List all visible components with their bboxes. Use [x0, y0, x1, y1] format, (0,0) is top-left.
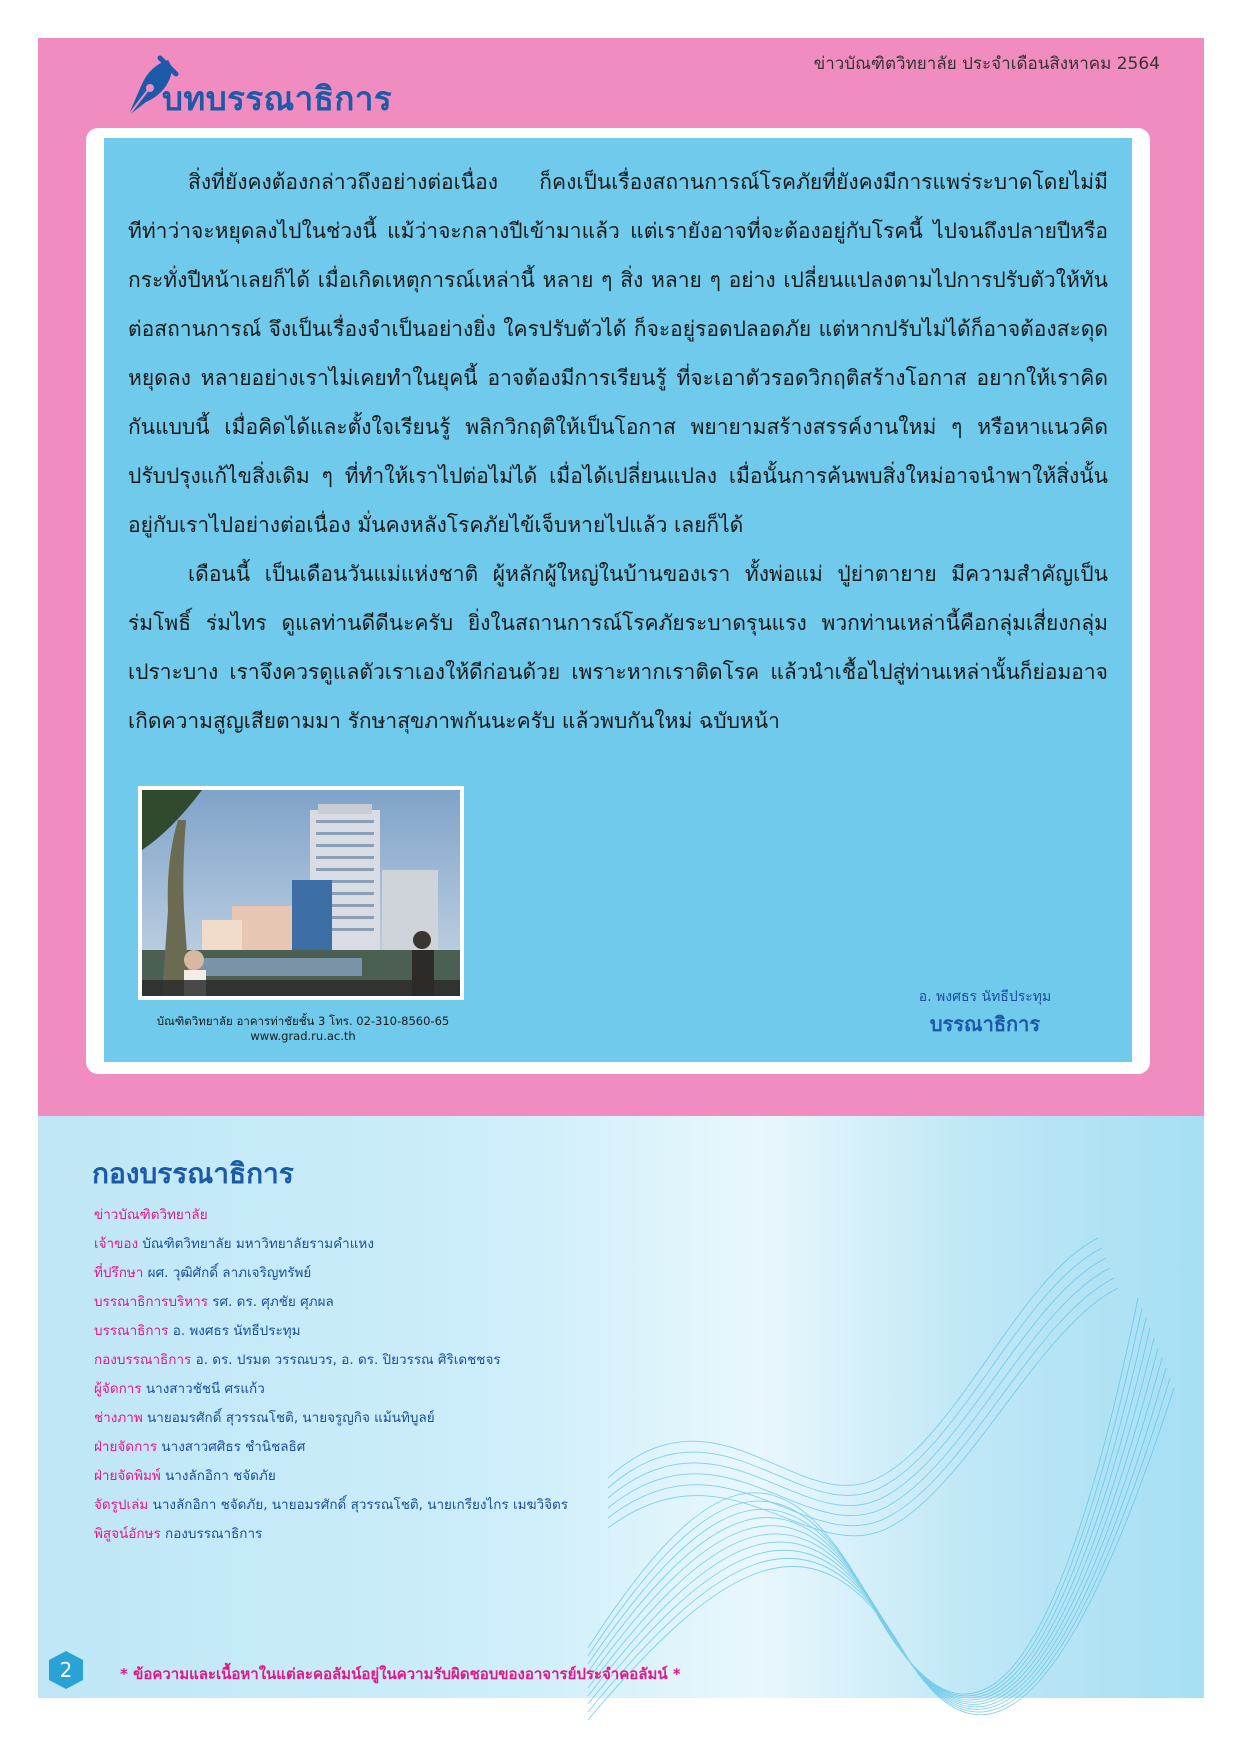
board-role: ช่างภาพ [94, 1410, 143, 1426]
board-row [94, 1520, 654, 1549]
board-role: จัดรูปเล่ม [94, 1497, 149, 1513]
footer-disclaimer: * ข้อความและเนื้อหาในแต่ละคอลัมน์อยู่ในความรับผิดชอบของอาจารย์ประจำคอลัมน์ * [120, 1665, 681, 1683]
board-row [94, 1201, 654, 1230]
board-names: รศ. ดร. ศุภชัย ศุภผล [212, 1294, 334, 1310]
board-role: กองบรรณาธิการ [94, 1352, 192, 1368]
board-row [94, 1462, 654, 1491]
board-names: อ. ดร. ปรมต วรรณบวร, อ. ดร. ปิยวรรณ ศิริเดชชจร [195, 1352, 501, 1368]
board-role: ฝ่ายจัดการ [94, 1439, 158, 1455]
editorial-paragraph: สิ่งที่ยังคงต้องกล่าวถึงอย่างต่อเนื่อง ก็คงเป็นเรื่องสถานการณ์โรคภัยที่ยังคงมีการแพร่ระบาดโดยไม่มีทีท่าว่าจะหยุดลงไปในช่วงนี้ แม้ว่าจะกลางปีเข้ามาแล้ว แต่เรายังอาจที่จะต้องอยู่กับโรคนี้ ไปจนถึงปลายปีหรือกระทั่งปีหน้าเลยก็ได้ เมื่อเกิดเหตุการณ์เหล่านี้ หลาย ๆ สิ่ง หลาย ๆ อย่าง เปลี่ยนแปลงตามไปการปรับตัวให้ทันต่อสถานการณ์ จึงเป็นเรื่องจำเป็นอย่างยิ่ง ใครปรับตัวได้ ก็จะอยู่รอดปลอดภัย แต่หากปรับไม่ได้ก็อาจต้องสะดุด หยุดลง หลายอย่างเราไม่เคยทำในยุคนี้ อาจต้องมีการเรียนรู้ ที่จะเอาตัวรอดวิกฤติสร้างโอกาส อยากให้เราคิดกันแบบนี้ เมื่อคิดได้และตั้งใจเรียนรู้ พลิกวิกฤติให้เป็นโอกาส พยายามสร้างสรรค์งานใหม่ ๆ หรือหาแนวคิดปรับปรุงแก้ไขสิ่งเดิม ๆ ที่ทำให้เราไปต่อไม่ได้ เมื่อได้เปลี่ยนแปลง เมื่อนั้นการค้นพบสิ่งใหม่อาจนำพาให้สิ่งนั้นอยู่กับเราไปอย่างต่อเนื่อง มั่นคงหลังโรคภัยไข้เจ็บหายไปแล้ว เลยก็ได้ [128, 170, 1108, 537]
board-names: อ. พงศธร นัทธีประทุม [172, 1323, 301, 1339]
board-role: ผู้จัดการ [94, 1381, 142, 1397]
board-row [94, 1259, 654, 1288]
board-role: บรรณาธิการบริหาร [94, 1294, 208, 1310]
board-row [94, 1230, 654, 1259]
building-photo-image [142, 790, 460, 996]
board-names: นางสาวชัชนี ศรแก้ว [145, 1381, 265, 1397]
issue-header: ข่าวบัณฑิตวิทยาลัย ประจำเดือนสิงหาคม 2564 [813, 54, 1160, 74]
photo-caption [138, 1014, 468, 1044]
board-row [94, 1433, 654, 1462]
page [38, 38, 1204, 1698]
editorial-paragraph: เดือนนี้ เป็นเดือนวันแม่แห่งชาติ ผู้หลักผู้ใหญ่ในบ้านของเรา ทั้งพ่อแม่ ปู่ย่าตายาย มีความสำคัญเป็นร่มโพธิ์ ร่มไทร ดูแลท่านดีดีนะครับ ยิ่งในสถานการณ์โรคภัยระบาดรุนแรง พวกท่านเหล่านี้คือกลุ่มเสี่ยงกลุ่มเปราะบาง เราจึงควรดูแลตัวเราเองให้ดีก่อนด้วย เพราะหากเราติดโรค แล้วนำเชื้อไปสู่ท่านเหล่านั้นก็ย่อมอาจเกิดความสูญเสียตามมา รักษาสุขภาพกันนะครับ แล้วพบกันใหม่ ฉบับหน้า [128, 562, 1108, 733]
decorative-wave-graphic [578, 1178, 1198, 1738]
photo-caption-website: www.grad.ru.ac.th [250, 1029, 356, 1043]
board-names: นายอมรศักดิ์ สุวรรณโชติ, นายจรูญกิจ แม้นทิบูลย์ [147, 1410, 435, 1426]
editorial-board-list [94, 1201, 654, 1549]
editorial-body [128, 158, 1108, 746]
board-role: ฝ่ายจัดพิมพ์ [94, 1468, 161, 1484]
board-role: พิสูจน์อักษร [94, 1526, 161, 1542]
board-role: ที่ปรึกษา [94, 1265, 144, 1281]
board-role: บรรณาธิการ [94, 1323, 169, 1339]
editorial-board-title: กองบรรณาธิการ [92, 1157, 294, 1190]
board-names: ผศ. วุฒิศักดิ์ ลาภเจริญทรัพย์ [147, 1265, 312, 1281]
signature-name: อ. พงศธร นัทธีประทุม [918, 989, 1052, 1005]
board-row [94, 1288, 654, 1317]
board-row [94, 1317, 654, 1346]
board-names: กองบรรณาธิการ [165, 1526, 263, 1542]
board-names: นางสาวศศิธร ชำนิชลธิศ [161, 1439, 306, 1455]
building-photo [138, 786, 464, 1000]
section-title: บทบรรณาธิการ [162, 79, 393, 118]
board-role: ข่าวบัณฑิตวิทยาลัย [94, 1207, 208, 1223]
photo-caption-address: บัณฑิตวิทยาลัย อาคารท่าชัยชั้น 3 โทร. 02-310-8560-65 [156, 1014, 450, 1028]
board-role: เจ้าของ [94, 1236, 139, 1252]
board-names: นางลักอิกา ชจัดภัย [165, 1468, 276, 1484]
board-row [94, 1375, 654, 1404]
board-row [94, 1491, 654, 1520]
board-row [94, 1404, 654, 1433]
page-number: 2 [59, 1658, 73, 1682]
signature-role: บรรณาธิการ [929, 1012, 1041, 1036]
board-names: นางลักอิกา ชจัดภัย, นายอมรศักดิ์ สุวรรณโชติ, นายเกรียงไกร เมฆวิจิตร [152, 1497, 569, 1513]
board-names: บัณฑิตวิทยาลัย มหาวิทยาลัยรามคำแหง [142, 1236, 374, 1252]
board-row [94, 1346, 654, 1375]
